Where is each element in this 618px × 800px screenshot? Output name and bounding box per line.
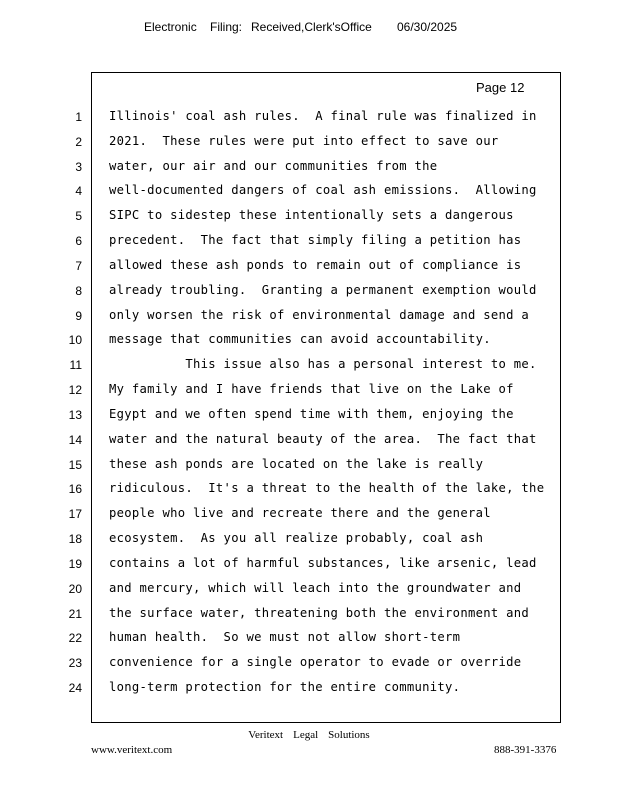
line-text: only worsen the risk of environmental damage and send a xyxy=(109,307,530,322)
line-number: 14 xyxy=(68,432,82,447)
page-number: Page 12 xyxy=(476,80,525,95)
transcript-line xyxy=(0,652,618,677)
line-text: water, our air and our communities from the xyxy=(109,158,438,173)
line-text: precedent. The fact that simply filing a petition has xyxy=(109,233,522,248)
transcript-line xyxy=(0,255,618,280)
line-text: 2021. These rules were put into effect to save our xyxy=(109,133,499,148)
transcript-line xyxy=(0,503,618,528)
line-text: contains a lot of harmful substances, like arsenic, lead xyxy=(109,555,537,570)
line-number: 6 xyxy=(75,234,82,249)
transcript-line xyxy=(0,627,618,652)
line-number: 10 xyxy=(68,333,82,348)
line-number: 24 xyxy=(68,681,82,696)
line-number: 2 xyxy=(75,134,82,149)
line-number: 4 xyxy=(75,184,82,199)
line-text: human health. So we must not allow short-term xyxy=(109,630,461,645)
footer-company xyxy=(0,729,618,741)
header-electronic: Electronic xyxy=(144,20,197,34)
footer-phone: 888-391-3376 xyxy=(494,744,557,756)
header-received: Received,Clerk'sOffice xyxy=(251,20,372,34)
line-text: and mercury, which will leach into the groundwater and xyxy=(109,580,522,595)
line-text: ridiculous. It's a threat to the health of the lake, the xyxy=(109,481,545,496)
line-text: SIPC to sidestep these intentionally sets a dangerous xyxy=(109,208,514,223)
transcript-line xyxy=(0,305,618,330)
line-number: 5 xyxy=(75,209,82,224)
line-number: 19 xyxy=(68,556,82,571)
footer-solutions: Solutions xyxy=(328,729,370,741)
transcript-line xyxy=(0,454,618,479)
transcript-line xyxy=(0,205,618,230)
line-number: 9 xyxy=(75,308,82,323)
line-text: Illinois' coal ash rules. A final rule was finalized in xyxy=(109,109,537,123)
line-text: people who live and recreate there and the general xyxy=(109,506,491,521)
transcript-line xyxy=(0,379,618,404)
line-number: 18 xyxy=(68,532,82,547)
line-number: 16 xyxy=(68,482,82,497)
line-text: This issue also has a personal interest to me. xyxy=(109,357,537,372)
line-text: long-term protection for the entire community. xyxy=(109,680,461,695)
line-text: these ash ponds are located on the lake is really xyxy=(109,456,484,471)
transcript-line xyxy=(0,553,618,578)
line-number: 7 xyxy=(75,258,82,273)
transcript-line xyxy=(0,230,618,255)
transcript-line xyxy=(0,131,618,156)
filing-header xyxy=(0,20,618,36)
line-text: ecosystem. As you all realize probably, coal ash xyxy=(109,531,484,546)
line-text: message that communities can avoid accountability. xyxy=(109,332,491,347)
line-text: convenience for a single operator to evade or override xyxy=(109,655,522,670)
line-number: 12 xyxy=(68,383,82,398)
line-number: 11 xyxy=(69,358,82,373)
transcript-line xyxy=(0,528,618,553)
transcript-line xyxy=(0,677,618,702)
line-number: 8 xyxy=(75,283,82,298)
transcript-line xyxy=(0,404,618,429)
transcript-line xyxy=(0,106,618,131)
header-filing: Filing: xyxy=(210,20,243,34)
line-text: well-documented dangers of coal ash emissions. Allowing xyxy=(109,183,537,198)
line-number: 20 xyxy=(68,581,82,596)
line-number: 13 xyxy=(68,407,82,422)
line-number: 1 xyxy=(75,110,82,124)
line-number: 3 xyxy=(75,159,82,174)
line-number: 21 xyxy=(68,606,82,621)
line-number: 15 xyxy=(68,457,82,472)
transcript-line xyxy=(0,329,618,354)
transcript-line xyxy=(0,354,618,379)
line-number: 23 xyxy=(68,656,82,671)
footer-website: www.veritext.com xyxy=(91,744,173,756)
transcript-line xyxy=(0,603,618,628)
transcript-line xyxy=(0,280,618,305)
line-text: the surface water, threatening both the environment and xyxy=(109,605,530,620)
line-number: 17 xyxy=(68,507,82,522)
transcript-lines xyxy=(0,106,618,702)
transcript-line xyxy=(0,156,618,181)
line-text: allowed these ash ponds to remain out of compliance is xyxy=(109,257,522,272)
line-number: 22 xyxy=(68,631,82,646)
transcript-line xyxy=(0,180,618,205)
line-text: water and the natural beauty of the area. The fact that xyxy=(109,431,537,446)
line-text: Egypt and we often spend time with them, enjoying the xyxy=(109,406,514,421)
footer-veritext: Veritext xyxy=(248,729,284,741)
line-text: already troubling. Granting a permanent exemption would xyxy=(109,282,537,297)
transcript-line xyxy=(0,429,618,454)
transcript-line xyxy=(0,578,618,603)
transcript-line xyxy=(0,478,618,503)
line-text: My family and I have friends that live on the Lake of xyxy=(109,382,514,397)
footer-legal: Legal xyxy=(293,729,319,741)
header-date: 06/30/2025 xyxy=(397,20,458,34)
